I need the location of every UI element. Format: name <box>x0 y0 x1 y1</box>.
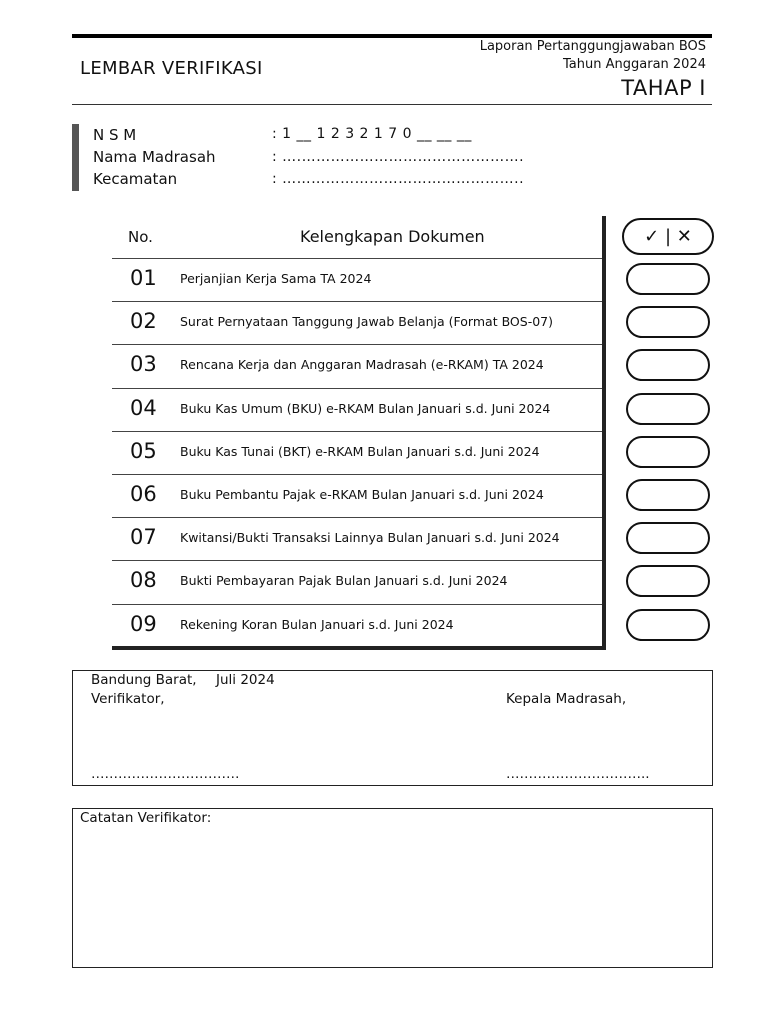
header-divider <box>72 104 712 105</box>
row-document-name: Buku Kas Umum (BKU) e-RKAM Bulan Januari s.d. Juni 2024 <box>180 400 551 416</box>
row-document-name: Surat Pernyataan Tanggung Jawab Belanja (Format BOS-07) <box>180 314 553 330</box>
top-rule <box>72 34 712 38</box>
stage-label: TAHAP I <box>621 76 706 100</box>
madrasah-label: Nama Madrasah <box>93 148 216 166</box>
row-divider <box>112 301 602 302</box>
row-checkbox[interactable] <box>626 306 710 338</box>
row-checkbox[interactable] <box>626 479 710 511</box>
row-document-name: Rekening Koran Bulan Januari s.d. Juni 2024 <box>180 616 454 632</box>
kecamatan-label: Kecamatan <box>93 170 178 188</box>
madrasah-field[interactable]: : ….………………………………………. <box>272 149 525 165</box>
row-checkbox[interactable] <box>626 565 710 597</box>
row-document-name: Rencana Kerja dan Anggaran Madrasah (e-RKAM) TA 2024 <box>180 357 544 373</box>
row-number: 07 <box>130 525 157 550</box>
nsm-field[interactable]: : 1 __ 1 2 3 2 1 7 0 __ __ __ <box>272 126 472 142</box>
row-checkbox[interactable] <box>626 263 710 295</box>
check-cross-icon: ✓ | ✕ <box>644 226 692 247</box>
row-divider <box>112 604 602 605</box>
notes-box[interactable] <box>72 808 713 968</box>
check-header <box>622 218 714 255</box>
row-checkbox[interactable] <box>626 393 710 425</box>
row-document-name: Buku Pembantu Pajak e-RKAM Bulan Januari s.d. Juni 2024 <box>180 487 544 502</box>
row-divider <box>112 474 602 475</box>
signature-place: Bandung Barat, <box>91 672 197 688</box>
nsm-label: N S M <box>93 126 137 144</box>
row-number: 06 <box>130 482 157 506</box>
column-header-no: No. <box>128 228 153 246</box>
row-checkbox[interactable] <box>626 349 710 381</box>
row-divider <box>112 517 602 518</box>
row-number: 02 <box>130 309 157 334</box>
column-header-document: Kelengkapan Dokumen <box>300 227 485 246</box>
document-title: LEMBAR VERIFIKASI <box>80 58 263 79</box>
notes-label: Catatan Verifikator: <box>80 810 212 826</box>
row-document-name: Kwitansi/Bukti Transaksi Lainnya Bulan Januari s.d. Juni 2024 <box>180 530 560 546</box>
row-number: 03 <box>130 352 157 377</box>
row-document-name: Buku Kas Tunai (BKT) e-RKAM Bulan Januari s.d. Juni 2024 <box>180 443 540 459</box>
head-signature-line[interactable]: ………………………….. <box>506 766 650 782</box>
row-document-name: Bukti Pembayaran Pajak Bulan Januari s.d. Juni 2024 <box>180 573 508 589</box>
kecamatan-field[interactable]: : ………………………………………….. <box>272 171 525 187</box>
row-divider <box>112 431 602 432</box>
row-number: 04 <box>130 395 157 420</box>
head-label: Kepala Madrasah, <box>506 691 627 707</box>
row-number: 05 <box>130 438 157 463</box>
row-divider <box>112 388 602 389</box>
identity-accent-bar <box>72 124 79 191</box>
report-line-1: Laporan Pertanggungjawaban BOS <box>479 39 706 54</box>
row-number: 01 <box>130 266 157 290</box>
row-divider <box>112 344 602 345</box>
verifier-label: Verifikator, <box>91 691 165 707</box>
signature-date: Juli 2024 <box>216 672 275 688</box>
report-line-2: Tahun Anggaran 2024 <box>563 57 706 72</box>
row-number: 09 <box>130 611 157 636</box>
row-divider <box>112 560 602 561</box>
row-checkbox[interactable] <box>626 522 710 554</box>
verifier-signature-line[interactable]: …………………………… <box>91 766 240 782</box>
row-document-name: Perjanjian Kerja Sama TA 2024 <box>180 271 372 286</box>
row-checkbox[interactable] <box>626 436 710 468</box>
row-divider <box>112 258 602 259</box>
row-checkbox[interactable] <box>626 609 710 641</box>
row-number: 08 <box>130 568 157 593</box>
